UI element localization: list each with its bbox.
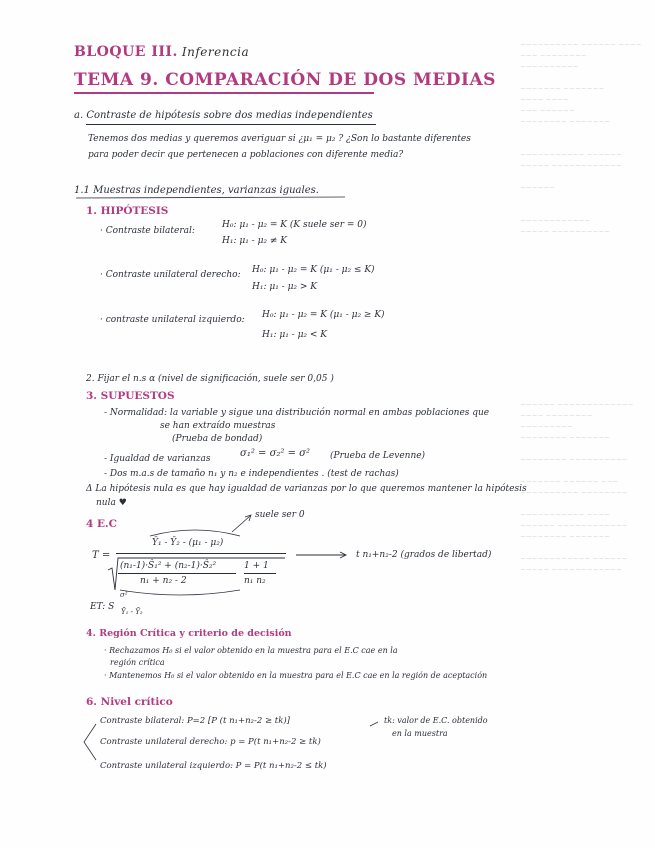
- right-tailed-h0: H₀: μ₁ - μ₂ = K (μ₁ - μ₂ ≤ K): [252, 265, 375, 275]
- sigma-note: σ²: [120, 591, 128, 599]
- significance-level: 2. Fijar el n.s α (nivel de significación, suele ser 0,05 ): [86, 374, 334, 384]
- statistic-T: T =: [92, 550, 111, 561]
- intro-question-1: Tenemos dos medias y queremos averiguar si ¿μ₁ = μ₂ ? ¿Son lo bastante diferentes: [88, 134, 471, 144]
- sample-fraction-bottom: n₁ n₂: [244, 576, 266, 586]
- assumption-normality-test: (Prueba de bondad): [172, 434, 263, 444]
- sqrt-sign: [108, 558, 285, 590]
- denominator-bottom: n₁ + n₂ - 2: [140, 576, 187, 586]
- bilateral-label: · Contraste bilateral:: [100, 226, 195, 236]
- left-tailed-h1: H₁: μ₁ - μ₂ < K: [262, 330, 328, 340]
- intro-heading: a. Contraste de hipótesis sobre dos medias independientes: [74, 110, 373, 121]
- section-1-1-heading: 1.1 Muestras independientes, varianzas iguales.: [74, 185, 319, 196]
- critical-region-heading: 4. Región Crítica y criterio de decisión: [86, 628, 292, 639]
- assumption-samples: - Dos m.a.s de tamaño n₁ y n₂ e independientes . (test de rachas): [104, 469, 399, 479]
- warning-line-1: Δ La hipótesis nula es que hay igualdad de varianzas por lo que queremos mantener la hipótesis: [86, 484, 527, 494]
- bleed-through-text: ~~~~~~ ~~~~~~~~~~~~~ ~~~~ ~~~~~~~~ ~~~~~~~~~ ~~~~~~~~ ~~~~~~~ ~~~~~~~~ ~~~~~~~~~~ ~~~~~~~ ~~~~~~ ~~~ ~~~~~~~~~~ ~~~~~~~~ ~~~~~~~~~~~ ~~~~ ~~~~~~ ~~~~~~~~~~~~ ~~~~~~~~ ~~~~~~~ ~~~~~~~~~~~~ ~~~~~~ ~~~~~ ~~~~~~~~~~~~: [520, 401, 634, 574]
- critical-level-heading: 6. Nivel crítico: [86, 696, 173, 708]
- denominator-brace: [120, 590, 240, 595]
- denominator-top: (n₁-1)·Ŝ₁² + (n₂-1)·Ŝ₂²: [120, 561, 217, 571]
- section-underline: [76, 197, 345, 198]
- assumptions-heading: 3. SUPUESTOS: [86, 390, 175, 402]
- reject-rule-cont: región crítica: [110, 658, 165, 667]
- intro-question-2: para poder decir que pertenecen a poblaciones con diferente media?: [88, 150, 404, 160]
- tk-definition: tk: valor de E.C. obtenido: [384, 716, 488, 725]
- tk-arrow: [370, 722, 378, 726]
- standard-error-subscript: Ȳ₁ - Ȳ₂: [121, 608, 143, 616]
- statistic-distribution: t n₁+n₂-2 (grados de libertad): [356, 550, 492, 560]
- right-tailed-label: · Contraste unilateral derecho:: [100, 270, 241, 280]
- variance-formula: σ₁² = σ₂² = σ²: [240, 448, 310, 459]
- levene-test: (Prueba de Levenne): [330, 451, 426, 461]
- accept-rule: · Mantenemos H₀ si el valor obtenido en la muestra para el E.C cae en la región de aceptación: [104, 671, 488, 680]
- reject-rule: · Rechazamos H₀ si el valor obtenido en la muestra para el E.C cae en la: [104, 646, 398, 655]
- assumption-variances: - Igualdad de varianzas: [104, 454, 211, 464]
- topic-title: TEMA 9. COMPARACIÓN DE DOS MEDIAS: [74, 70, 496, 90]
- standard-error-label: ET: S: [90, 602, 115, 612]
- warning-line-2: nula ♥: [96, 498, 127, 508]
- critical-level-right: Contraste unilateral derecho: p = P(t n₁+n₂-2 ≥ tk): [100, 737, 321, 747]
- critical-level-left: Contraste unilateral izquierdo: P = P(t n₁+n₂-2 ≤ tk): [100, 761, 327, 771]
- numerator-brace: [150, 530, 240, 536]
- bilateral-h0: H₀: μ₁ - μ₂ = K (K suele ser = 0): [222, 220, 367, 230]
- block-subtitle: Inferencia: [181, 45, 250, 59]
- statistic-note: suele ser 0: [255, 510, 305, 520]
- assumption-normality: - Normalidad: la variable y sigue una distribución normal en ambas poblaciones que: [104, 408, 490, 418]
- assumption-normality-cont: se han extraído muestras: [160, 421, 276, 431]
- block-title: BLOQUE III. Inferencia: [74, 44, 250, 60]
- right-tailed-h1: H₁: μ₁ - μ₂ > K: [252, 282, 318, 292]
- hypotheses-heading: 1. HIPÓTESIS: [86, 205, 169, 217]
- critical-level-bracket: [84, 724, 96, 760]
- sample-fraction-top: 1 + 1: [244, 561, 269, 571]
- bilateral-h1: H₁: μ₁ - μ₂ ≠ K: [222, 236, 288, 246]
- left-tailed-label: · contraste unilateral izquierdo:: [100, 315, 245, 325]
- tk-definition-cont: en la muestra: [392, 729, 448, 738]
- bleed-through-text: ~~~~~~~~~~ ~~~~~~ ~~~~ ~~~ ~~~~~~~~ ~~~~~~~~~~ ~~~~~~~ ~~~~~~~ ~~~~ ~~~~ ~~~ ~~~~~~ ~~~~~~~~ ~~~~~~~ ~~~~~~~~~~~ ~~~~~~ ~~~~~ ~~~~~~~~~~~~ ~~~~~~ ~~~~~~~~~~~~ ~~~~~ ~~~~~~~~~~: [520, 41, 642, 236]
- statistic-numerator: Ȳ₁ - Ȳ₂ - (μ₁ - μ₂): [152, 538, 224, 548]
- left-tailed-h0: H₀: μ₁ - μ₂ = K (μ₁ - μ₂ ≥ K): [262, 310, 385, 320]
- critical-level-bilateral: Contraste bilateral: P=2 [P (t n₁+n₂-2 ≥ tk)]: [100, 716, 290, 726]
- note-arrow: [232, 516, 250, 532]
- statistic-heading: 4 E.C: [86, 518, 117, 530]
